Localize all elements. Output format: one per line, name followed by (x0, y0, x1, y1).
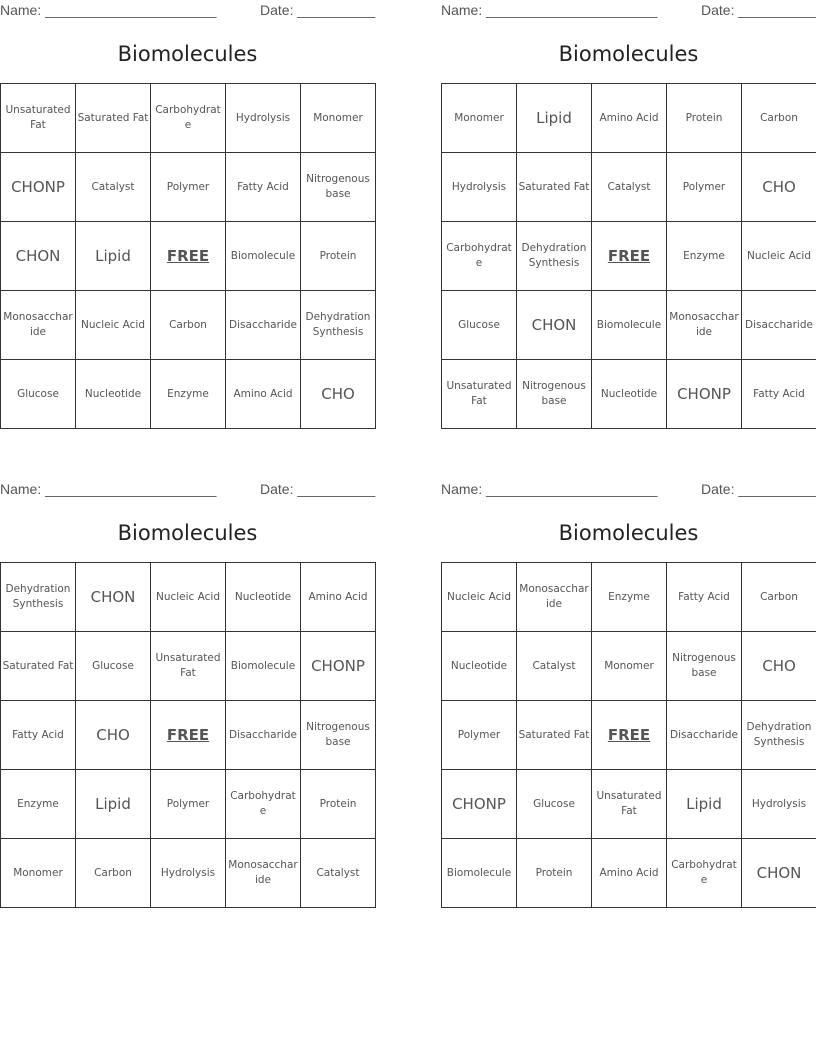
grid-row (442, 153, 816, 222)
grid-row (1, 632, 376, 701)
bingo-cell: Biomolecule (592, 291, 667, 360)
bingo-cell: CHONP (442, 770, 517, 839)
bingo-cell: CHON (1, 222, 76, 291)
bingo-cell: Nucleic Acid (442, 563, 517, 632)
bingo-cell: Protein (517, 839, 592, 908)
grid-row (1, 153, 376, 222)
bingo-cell: Monosaccharide (1, 291, 76, 360)
bingo-cell: Catalyst (76, 153, 151, 222)
bingo-cell: Nitrogenous base (667, 632, 742, 701)
date-label: Date: __________ (701, 481, 816, 497)
bingo-cell: Hydrolysis (742, 770, 816, 839)
bingo-cell: Lipid (76, 222, 151, 291)
grid-row (1, 360, 376, 429)
free-space: FREE (151, 701, 226, 770)
bingo-cell: Glucose (517, 770, 592, 839)
bingo-cell: Monomer (442, 84, 517, 153)
bingo-cell: Glucose (442, 291, 517, 360)
grid-row (442, 770, 816, 839)
bingo-cell: Carbon (742, 84, 816, 153)
bingo-cell: Nucleotide (226, 563, 301, 632)
bingo-cell: Disaccharide (742, 291, 816, 360)
bingo-card (441, 0, 816, 435)
bingo-cell: Monosaccharide (667, 291, 742, 360)
bingo-grid (441, 83, 816, 429)
bingo-cell: Saturated Fat (76, 84, 151, 153)
bingo-cell: CHO (742, 153, 816, 222)
free-space: FREE (592, 701, 667, 770)
card-title: Biomolecules (117, 521, 258, 545)
bingo-cell: Disaccharide (226, 701, 301, 770)
bingo-cell: Dehydration Synthesis (301, 291, 376, 360)
bingo-cell: Unsaturated Fat (151, 632, 226, 701)
bingo-cell: Biomolecule (226, 222, 301, 291)
bingo-cell: Nucleic Acid (76, 291, 151, 360)
bingo-cell: CHONP (301, 632, 376, 701)
bingo-cell: Lipid (76, 770, 151, 839)
bingo-cell: CHONP (667, 360, 742, 429)
grid-row (1, 701, 376, 770)
bingo-cell: Unsaturated Fat (1, 84, 76, 153)
bingo-card (0, 479, 375, 914)
bingo-cell: Polymer (151, 153, 226, 222)
grid-row (1, 563, 376, 632)
bingo-cell: Lipid (667, 770, 742, 839)
bingo-card (441, 479, 816, 914)
grid-row (1, 291, 376, 360)
bingo-cell: Saturated Fat (517, 701, 592, 770)
bingo-cell: Monomer (1, 839, 76, 908)
bingo-cell: Carbohydrate (226, 770, 301, 839)
free-space: FREE (592, 222, 667, 291)
bingo-grid (0, 83, 376, 429)
bingo-cell: Amino Acid (592, 839, 667, 908)
name-label: Name: ______________________ (0, 481, 217, 497)
date-label: Date: __________ (701, 2, 816, 18)
bingo-cell: Nitrogenous base (301, 701, 376, 770)
name-date-line (0, 0, 375, 20)
bingo-cell: Glucose (76, 632, 151, 701)
bingo-cell: Monomer (592, 632, 667, 701)
name-label: Name: ______________________ (441, 481, 658, 497)
bingo-cell: Protein (301, 222, 376, 291)
bingo-cell: Protein (667, 84, 742, 153)
bingo-cell: Unsaturated Fat (442, 360, 517, 429)
bingo-cell: Fatty Acid (226, 153, 301, 222)
grid-row (442, 839, 816, 908)
bingo-cell: Nucleotide (76, 360, 151, 429)
bingo-cell: Carbon (76, 839, 151, 908)
name-date-line (0, 479, 375, 499)
bingo-cell: Hydrolysis (226, 84, 301, 153)
bingo-cell: Nucleotide (442, 632, 517, 701)
bingo-cell: CHO (742, 632, 816, 701)
grid-row (1, 84, 376, 153)
bingo-cell: Enzyme (151, 360, 226, 429)
bingo-cell: Biomolecule (226, 632, 301, 701)
bingo-cell: Dehydration Synthesis (517, 222, 592, 291)
bingo-cell: Hydrolysis (442, 153, 517, 222)
bingo-cell: CHONP (1, 153, 76, 222)
bingo-cell: Enzyme (1, 770, 76, 839)
card-title: Biomolecules (117, 42, 258, 66)
bingo-cell: Dehydration Synthesis (1, 563, 76, 632)
name-label: Name: ______________________ (441, 2, 658, 18)
name-date-line (441, 479, 816, 499)
bingo-cell: Fatty Acid (667, 563, 742, 632)
name-label: Name: ______________________ (0, 2, 217, 18)
bingo-cell: Disaccharide (667, 701, 742, 770)
bingo-cell: Nitrogenous base (301, 153, 376, 222)
bingo-cell: Fatty Acid (742, 360, 816, 429)
bingo-cell: Amino Acid (592, 84, 667, 153)
bingo-cell: Carbohydrate (151, 84, 226, 153)
bingo-cell: Catalyst (592, 153, 667, 222)
bingo-cell: Lipid (517, 84, 592, 153)
date-label: Date: __________ (260, 481, 376, 497)
grid-row (442, 222, 816, 291)
bingo-cell: Saturated Fat (517, 153, 592, 222)
bingo-cell: Nucleic Acid (151, 563, 226, 632)
bingo-cell: CHON (517, 291, 592, 360)
bingo-cell: Catalyst (517, 632, 592, 701)
bingo-cell: Enzyme (592, 563, 667, 632)
free-space: FREE (151, 222, 226, 291)
bingo-cell: Polymer (442, 701, 517, 770)
bingo-cell: Glucose (1, 360, 76, 429)
bingo-cell: Saturated Fat (1, 632, 76, 701)
bingo-cell: Carbohydrate (667, 839, 742, 908)
grid-row (442, 84, 816, 153)
grid-row (442, 701, 816, 770)
bingo-cell: Monosaccharide (226, 839, 301, 908)
bingo-cell: Monomer (301, 84, 376, 153)
bingo-cell: Nitrogenous base (517, 360, 592, 429)
bingo-cell: Polymer (667, 153, 742, 222)
name-date-line (441, 0, 816, 20)
bingo-cell: Carbon (151, 291, 226, 360)
grid-row (1, 770, 376, 839)
grid-row (442, 360, 816, 429)
bingo-grid (441, 562, 816, 908)
bingo-cell: Monosaccharide (517, 563, 592, 632)
date-label: Date: __________ (260, 2, 376, 18)
bingo-cell: Fatty Acid (1, 701, 76, 770)
bingo-cell: CHO (301, 360, 376, 429)
bingo-cell: Nucleotide (592, 360, 667, 429)
bingo-cell: Protein (301, 770, 376, 839)
bingo-cell: Carbon (742, 563, 816, 632)
grid-row (442, 563, 816, 632)
bingo-cell: Carbohydrate (442, 222, 517, 291)
bingo-cell: Catalyst (301, 839, 376, 908)
grid-row (1, 222, 376, 291)
card-title: Biomolecules (558, 521, 699, 545)
grid-row (442, 632, 816, 701)
bingo-cell: CHON (76, 563, 151, 632)
grid-row (442, 291, 816, 360)
bingo-cell: CHON (742, 839, 816, 908)
bingo-cell: Biomolecule (442, 839, 517, 908)
bingo-cell: Unsaturated Fat (592, 770, 667, 839)
grid-row (1, 839, 376, 908)
bingo-grid (0, 562, 376, 908)
bingo-cell: Nucleic Acid (742, 222, 816, 291)
bingo-cell: Enzyme (667, 222, 742, 291)
bingo-cell: CHO (76, 701, 151, 770)
bingo-card (0, 0, 375, 435)
bingo-cell: Dehydration Synthesis (742, 701, 816, 770)
card-title: Biomolecules (558, 42, 699, 66)
bingo-cell: Hydrolysis (151, 839, 226, 908)
bingo-cell: Amino Acid (226, 360, 301, 429)
bingo-cell: Amino Acid (301, 563, 376, 632)
bingo-cell: Disaccharide (226, 291, 301, 360)
bingo-cell: Polymer (151, 770, 226, 839)
